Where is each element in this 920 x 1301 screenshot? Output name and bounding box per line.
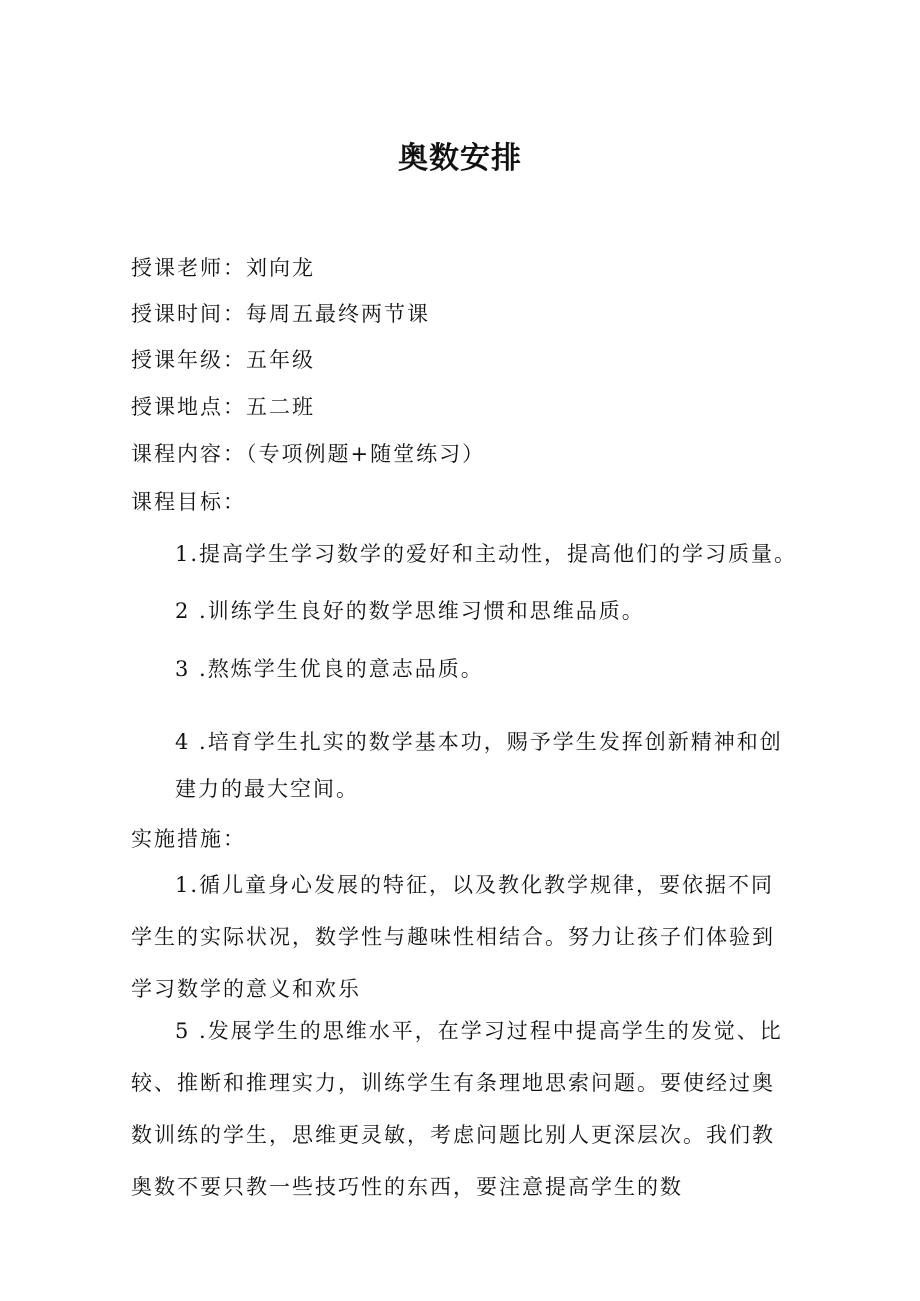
goal-item: 4 .培育学生扎实的数学基本功，赐予学生发挥创新精神和创 [175, 730, 783, 754]
goal-item: 2 .训练学生良好的数学思维习惯和思维品质。 [175, 599, 645, 623]
goal-item: 3 .熬炼学生优良的意志品质。 [175, 657, 484, 681]
document-title: 奥数安排 [398, 141, 522, 176]
field-value: 五年级 [246, 348, 315, 372]
field-value: （专项例题+随堂练习） [246, 442, 486, 466]
field-label: 授课老师： [131, 256, 246, 280]
field-location [131, 391, 315, 421]
field-label: 授课时间： [131, 302, 246, 326]
measures-heading: 实施措施： [131, 827, 246, 851]
measure-paragraph: 1.循儿童身心发展的特征，以及教化教学规律，要依据不同学生的实际状况，数学性与趣味性相结合。努力让孩子们体验到学习数学的意义和欢乐 [131, 873, 775, 1001]
field-value: 每周五最终两节课 [246, 302, 430, 326]
field-label: 课程内容： [131, 442, 246, 466]
field-content [131, 438, 485, 468]
goal-item-continuation: 建力的最大空间。 [175, 777, 359, 801]
field-label: 授课地点： [131, 395, 246, 419]
field-teacher [131, 252, 315, 282]
goals-heading: 课程目标： [131, 490, 246, 514]
field-time [131, 298, 430, 328]
field-value: 刘向龙 [246, 256, 315, 280]
field-grade [131, 344, 315, 374]
field-label: 授课年级： [131, 348, 246, 372]
goal-item: 1.提高学生学习数学的爱好和主动性，提高他们的学习质量。 [175, 542, 798, 566]
field-value: 五二班 [246, 395, 315, 419]
measure-paragraph: 5 .发展学生的思维水平，在学习过程中提高学生的发觉、比较、推断和推理实力，训练学生有条理地思索问题。要使经过奥数训练的学生，思维更灵敏，考虑问题比别人更深层次。我们教奥数不要只教一些技巧性的东西，要注意提高学生的数 [131, 1019, 783, 1199]
